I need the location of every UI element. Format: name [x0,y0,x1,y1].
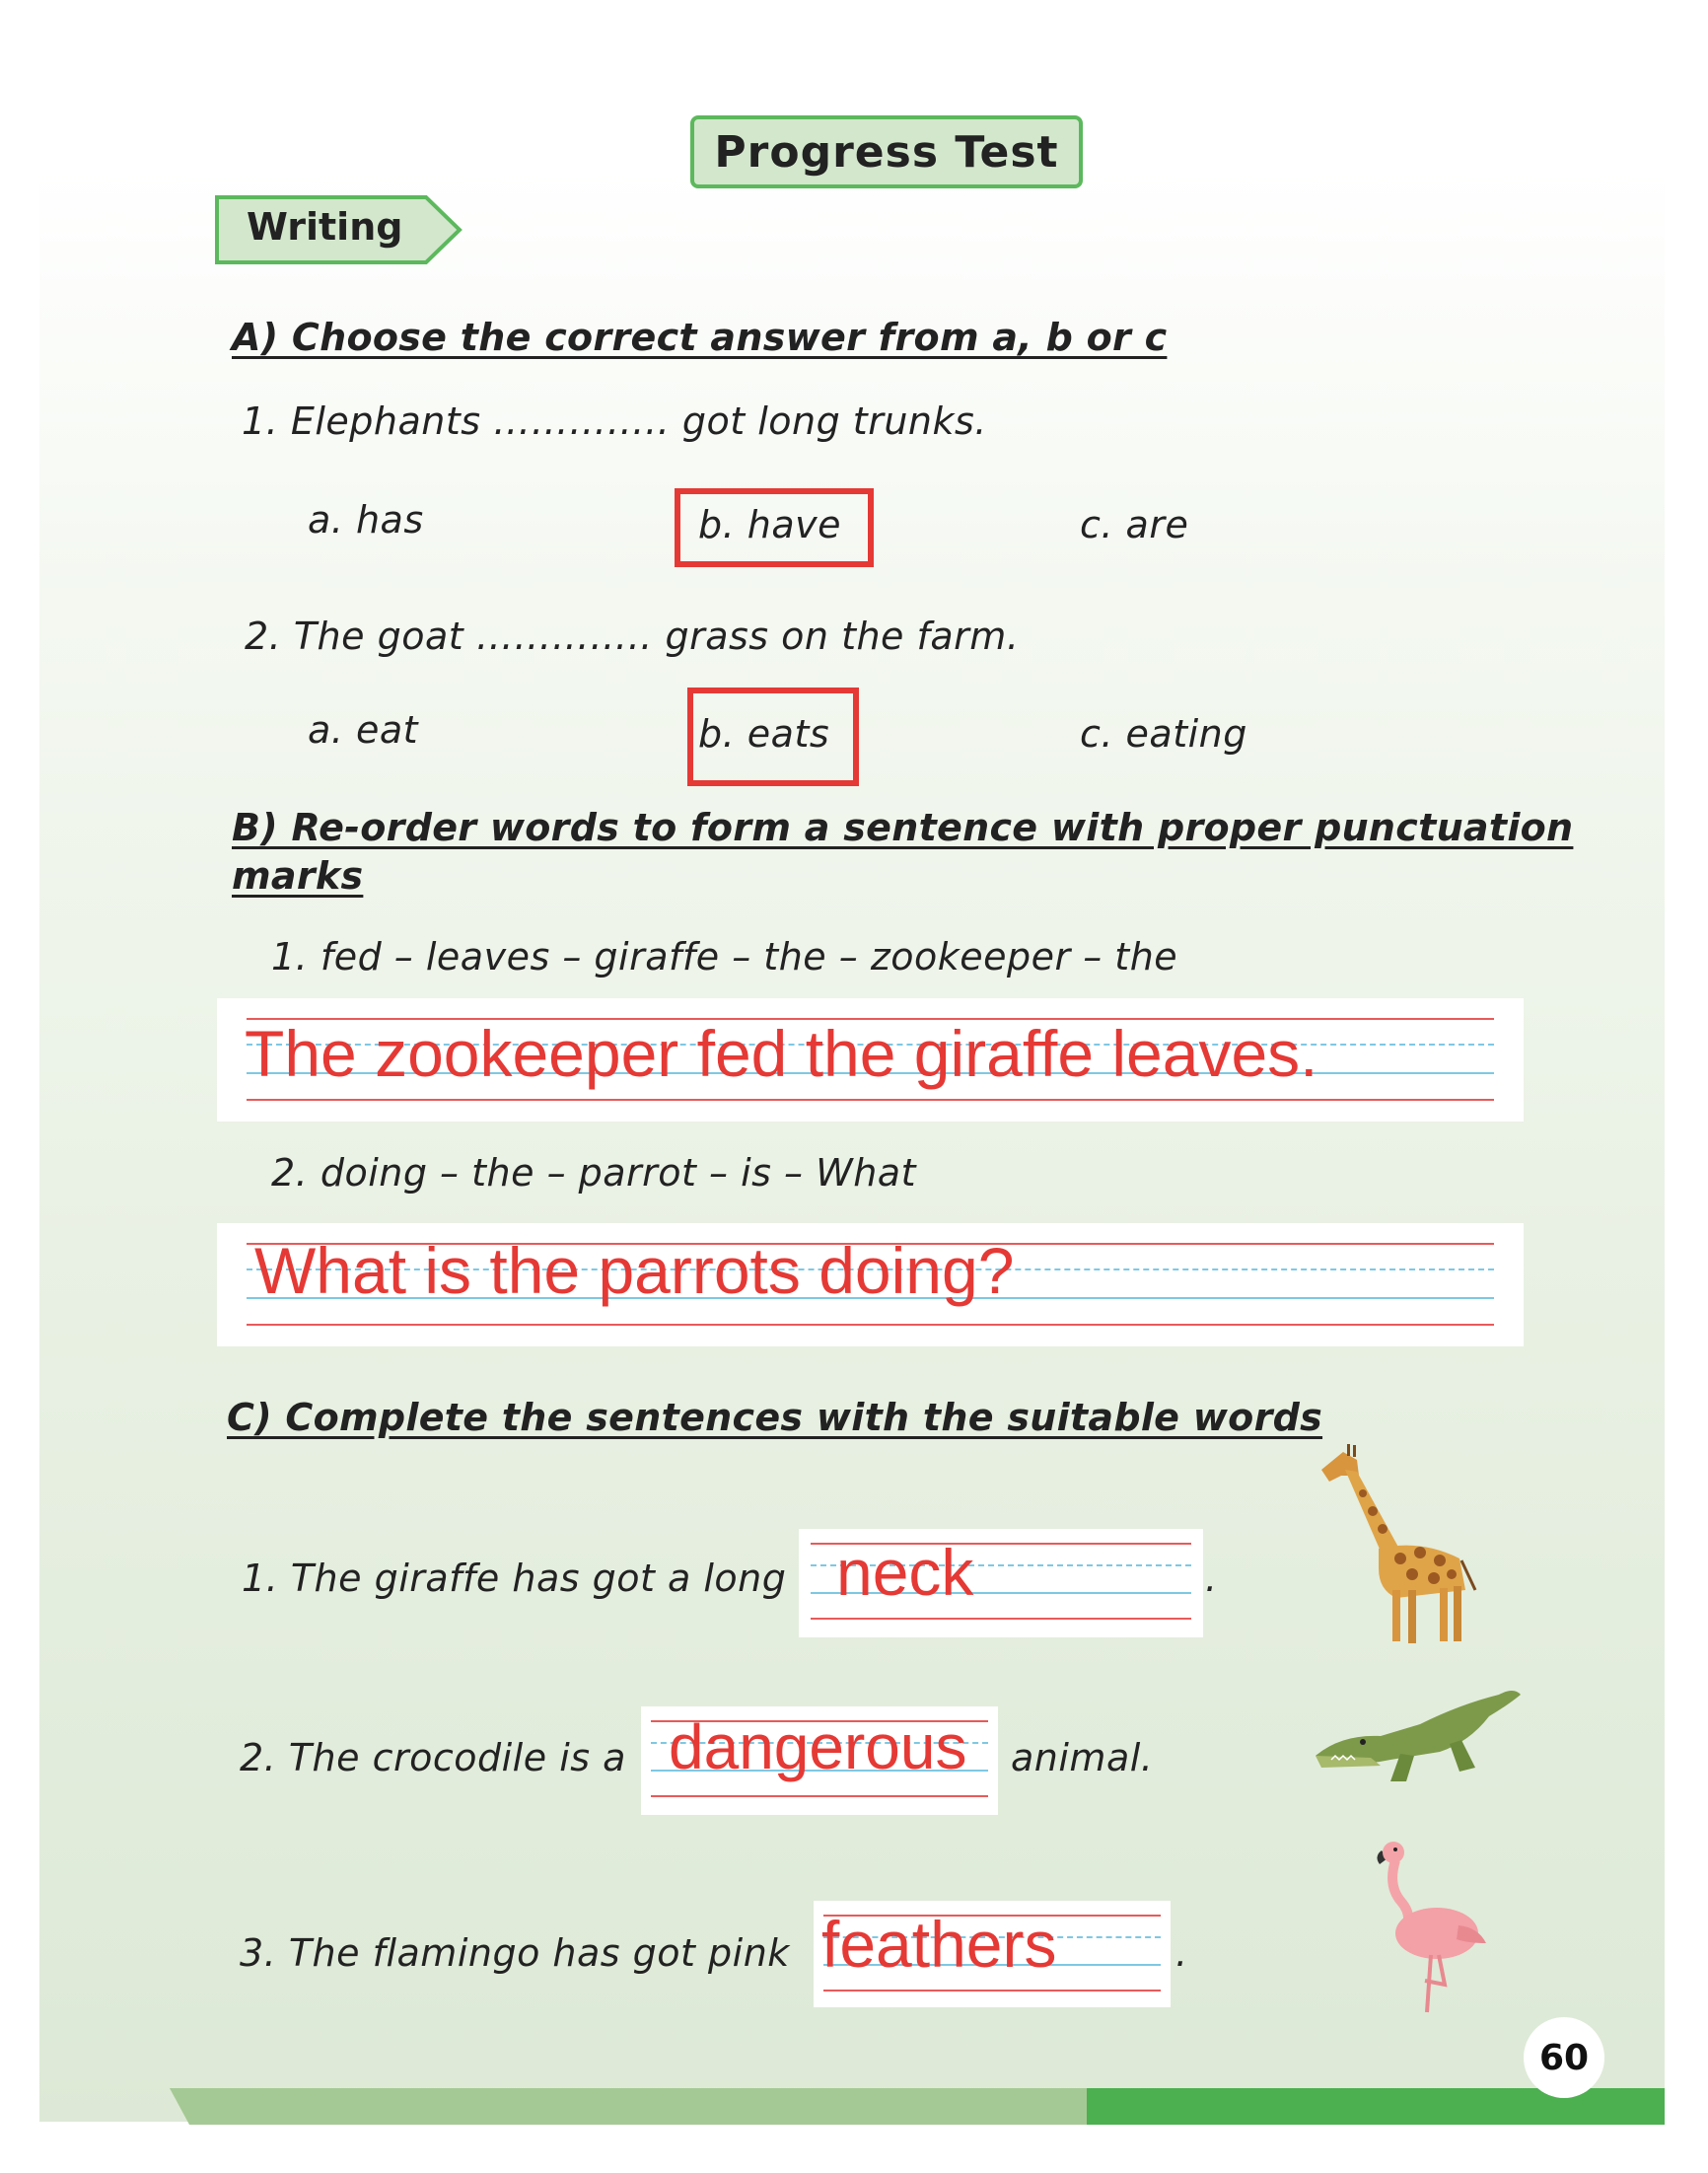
option-a2-c[interactable]: c. eating [1080,712,1247,756]
option-a1-c[interactable]: c. are [1080,503,1189,546]
sentence-c2-end: animal. [1011,1736,1154,1779]
answer-text-b2: What is the parrots doing? [254,1234,1015,1307]
sentence-c1-end: . [1205,1557,1218,1600]
crocodile-illustration [1312,1665,1524,1788]
page-number: 60 [1524,2017,1604,2098]
answer-box-c1[interactable] [799,1529,1203,1637]
section-tag-label: Writing [247,205,403,249]
option-a2-a[interactable]: a. eat [308,708,419,752]
answer-box-b2[interactable] [217,1223,1524,1346]
answer-mark-a2 [687,688,859,786]
sentence-c1-start: 1. The giraffe has got a long [242,1557,787,1600]
reorder-prompt-2: 2. doing – the – parrot – is – What [271,1151,916,1195]
option-a1-a[interactable]: a. has [308,498,424,542]
answer-text-b1: The zookeeper fed the giraffe leaves. [245,1017,1318,1090]
answer-box-b1[interactable] [217,998,1524,1122]
section-a-heading: A) Choose the correct answer from a, b or c [232,316,1168,359]
section-b-heading-cont: marks [232,854,364,898]
page-title: Progress Test [690,115,1083,188]
question-a2: 2. The goat ………….. grass on the farm. [245,615,1020,658]
flamingo-illustration [1366,1837,1494,2019]
reorder-prompt-1: 1. fed – leaves – giraffe – the – zookeeper – the [271,935,1178,978]
question-a1: 1. Elephants ………….. got long trunks. [242,399,987,443]
section-b-heading: B) Re-order words to form a sentence with proper punctuation [232,806,1574,849]
answer-text-c3: feathers [821,1908,1057,1981]
answer-box-c2[interactable] [641,1706,998,1815]
sentence-c2-start: 2. The crocodile is a [240,1736,626,1779]
footer-stripe-light [170,2088,1087,2125]
section-c-heading: C) Complete the sentences with the suitable words [227,1396,1323,1439]
answer-mark-a1 [675,488,874,567]
page-background [39,166,1665,2122]
answer-text-c1: neck [836,1536,974,1609]
answer-text-c2: dangerous [669,1711,967,1782]
giraffe-illustration [1302,1442,1489,1649]
option-a1-b[interactable]: b. have [698,503,842,546]
option-a2-b[interactable]: b. eats [698,712,830,756]
answer-box-c3[interactable] [814,1901,1171,2007]
section-tag [215,195,463,264]
sentence-c3-start: 3. The flamingo has got pink [240,1931,790,1975]
sentence-c3-end: . [1175,1931,1188,1975]
